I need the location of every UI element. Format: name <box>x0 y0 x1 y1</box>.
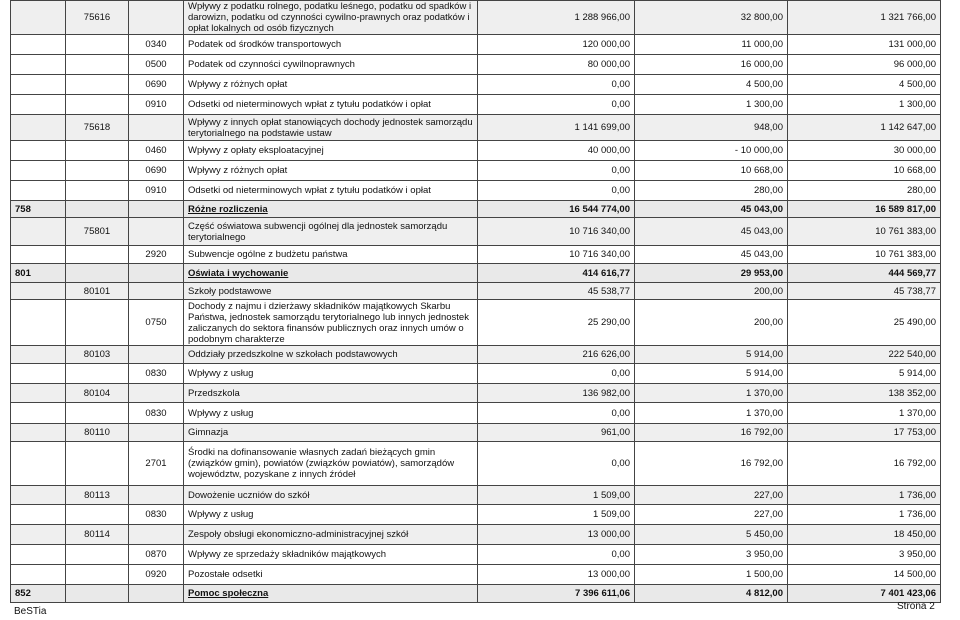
table-row-paragraph <box>11 565 941 585</box>
table-row-chapter <box>11 486 941 505</box>
table-row-section <box>11 585 941 603</box>
after-change-amount-cell: 5 914,00 <box>788 364 941 384</box>
table-row-paragraph <box>11 161 941 181</box>
description-cell: Szkoły podstawowe <box>184 283 478 300</box>
table-row-chapter <box>11 218 941 246</box>
change-amount-cell: 1 300,00 <box>635 95 788 115</box>
after-change-amount-cell: 16 589 817,00 <box>788 201 941 218</box>
description-cell: Wpływy z podatku rolnego, podatku leśnego, podatku od spadków i darowizn, podatku od czynności cywilno-prawnych oraz podatków i opłat lokalnych od osób fizycznych <box>184 1 478 35</box>
change-amount-cell: 200,00 <box>635 283 788 300</box>
plan-amount-cell: 0,00 <box>478 181 635 201</box>
chapter-cell <box>66 545 129 565</box>
change-amount-cell: 1 370,00 <box>635 403 788 424</box>
description-cell: Dochody z najmu i dzierżawy składników majątkowych Skarbu Państwa, jednostek samorządu terytorialnego lub innych jednostek zaliczanych do sektora finansów publicznych oraz innych umów o podobnym charakterze <box>184 300 478 346</box>
chapter-cell <box>66 585 129 603</box>
change-amount-cell: 16 792,00 <box>635 424 788 442</box>
description-cell: Wpływy z opłaty eksploatacyjnej <box>184 141 478 161</box>
chapter-cell <box>66 246 129 264</box>
dzial-cell <box>11 364 66 384</box>
paragraph-cell: 0340 <box>129 35 184 55</box>
after-change-amount-cell: 1 370,00 <box>788 403 941 424</box>
after-change-amount-cell: 25 490,00 <box>788 300 941 346</box>
description-cell: Zespoły obsługi ekonomiczno-administracyjnej szkół <box>184 525 478 545</box>
chapter-cell <box>66 565 129 585</box>
description-cell: Wpływy z różnych opłat <box>184 161 478 181</box>
chapter-cell <box>66 442 129 486</box>
chapter-cell <box>66 55 129 75</box>
table-row-paragraph <box>11 442 941 486</box>
plan-amount-cell: 0,00 <box>478 442 635 486</box>
after-change-amount-cell: 18 450,00 <box>788 525 941 545</box>
plan-amount-cell: 80 000,00 <box>478 55 635 75</box>
plan-amount-cell: 13 000,00 <box>478 565 635 585</box>
change-amount-cell: 948,00 <box>635 115 788 141</box>
description-cell: Odsetki od nieterminowych wpłat z tytułu podatków i opłat <box>184 95 478 115</box>
chapter-cell <box>66 300 129 346</box>
after-change-amount-cell: 10 668,00 <box>788 161 941 181</box>
change-amount-cell: 3 950,00 <box>635 545 788 565</box>
chapter-cell <box>66 141 129 161</box>
plan-amount-cell: 0,00 <box>478 95 635 115</box>
chapter-cell: 80110 <box>66 424 129 442</box>
change-amount-cell: 1 500,00 <box>635 565 788 585</box>
description-cell: Wpływy z innych opłat stanowiących dochody jednostek samorządu terytorialnego na podstawie ustaw <box>184 115 478 141</box>
paragraph-cell <box>129 585 184 603</box>
chapter-cell <box>66 35 129 55</box>
after-change-amount-cell: 17 753,00 <box>788 424 941 442</box>
description-cell: Podatek od środków transportowych <box>184 35 478 55</box>
chapter-cell: 80103 <box>66 346 129 364</box>
plan-amount-cell: 25 290,00 <box>478 300 635 346</box>
paragraph-cell: 0830 <box>129 403 184 424</box>
paragraph-cell: 0830 <box>129 505 184 525</box>
after-change-amount-cell: 3 950,00 <box>788 545 941 565</box>
budget-table-page <box>10 0 940 603</box>
paragraph-cell: 0690 <box>129 161 184 181</box>
change-amount-cell: 5 914,00 <box>635 364 788 384</box>
paragraph-cell: 0750 <box>129 300 184 346</box>
after-change-amount-cell: 222 540,00 <box>788 346 941 364</box>
table-row-chapter <box>11 283 941 300</box>
description-cell: Wpływy z różnych opłat <box>184 75 478 95</box>
description-cell: Pomoc społeczna <box>184 585 478 603</box>
after-change-amount-cell: 16 792,00 <box>788 442 941 486</box>
dzial-cell <box>11 218 66 246</box>
plan-amount-cell: 1 141 699,00 <box>478 115 635 141</box>
paragraph-cell <box>129 384 184 403</box>
change-amount-cell: 4 812,00 <box>635 585 788 603</box>
paragraph-cell <box>129 525 184 545</box>
after-change-amount-cell: 14 500,00 <box>788 565 941 585</box>
paragraph-cell <box>129 283 184 300</box>
paragraph-cell <box>129 115 184 141</box>
after-change-amount-cell: 30 000,00 <box>788 141 941 161</box>
paragraph-cell: 0460 <box>129 141 184 161</box>
table-row-paragraph <box>11 55 941 75</box>
budget-table <box>10 0 941 603</box>
chapter-cell: 80101 <box>66 283 129 300</box>
plan-amount-cell: 45 538,77 <box>478 283 635 300</box>
change-amount-cell: 11 000,00 <box>635 35 788 55</box>
table-row-section <box>11 201 941 218</box>
description-cell: Wpływy ze sprzedaży składników majątkowych <box>184 545 478 565</box>
dzial-cell <box>11 141 66 161</box>
table-row-chapter <box>11 346 941 364</box>
description-cell: Oświata i wychowanie <box>184 264 478 283</box>
plan-amount-cell: 0,00 <box>478 161 635 181</box>
dzial-cell: 852 <box>11 585 66 603</box>
description-cell: Wpływy z usług <box>184 364 478 384</box>
after-change-amount-cell: 10 761 383,00 <box>788 246 941 264</box>
budget-table-body <box>11 1 941 603</box>
plan-amount-cell: 1 509,00 <box>478 505 635 525</box>
description-cell: Przedszkola <box>184 384 478 403</box>
plan-amount-cell: 961,00 <box>478 424 635 442</box>
description-cell: Subwencje ogólne z budżetu państwa <box>184 246 478 264</box>
table-row-chapter <box>11 525 941 545</box>
change-amount-cell: 45 043,00 <box>635 246 788 264</box>
table-row-paragraph <box>11 300 941 346</box>
table-row-paragraph <box>11 181 941 201</box>
dzial-cell <box>11 1 66 35</box>
dzial-cell: 758 <box>11 201 66 218</box>
chapter-cell: 75618 <box>66 115 129 141</box>
dzial-cell <box>11 565 66 585</box>
plan-amount-cell: 0,00 <box>478 545 635 565</box>
plan-amount-cell: 1 288 966,00 <box>478 1 635 35</box>
description-cell: Gimnazja <box>184 424 478 442</box>
dzial-cell <box>11 115 66 141</box>
chapter-cell: 75801 <box>66 218 129 246</box>
table-row-paragraph <box>11 403 941 424</box>
dzial-cell <box>11 403 66 424</box>
chapter-cell <box>66 181 129 201</box>
dzial-cell <box>11 346 66 364</box>
dzial-cell <box>11 283 66 300</box>
after-change-amount-cell: 1 321 766,00 <box>788 1 941 35</box>
change-amount-cell: 5 914,00 <box>635 346 788 364</box>
dzial-cell <box>11 55 66 75</box>
paragraph-cell: 0690 <box>129 75 184 95</box>
footer-software-name: BeSTia <box>14 606 47 617</box>
footer-page-number: Strona 2 <box>897 601 935 612</box>
description-cell: Wpływy z usług <box>184 505 478 525</box>
table-row-paragraph <box>11 505 941 525</box>
plan-amount-cell: 10 716 340,00 <box>478 246 635 264</box>
table-row-paragraph <box>11 35 941 55</box>
plan-amount-cell: 16 544 774,00 <box>478 201 635 218</box>
chapter-cell <box>66 161 129 181</box>
plan-amount-cell: 13 000,00 <box>478 525 635 545</box>
dzial-cell <box>11 161 66 181</box>
dzial-cell: 801 <box>11 264 66 283</box>
description-cell: Środki na dofinansowanie własnych zadań bieżących gmin (związków gmin), powiatów (związków powiatów), samorządów województw, pozyskane z innych źródeł <box>184 442 478 486</box>
after-change-amount-cell: 1 736,00 <box>788 505 941 525</box>
description-cell: Oddziały przedszkolne w szkołach podstawowych <box>184 346 478 364</box>
chapter-cell <box>66 403 129 424</box>
paragraph-cell <box>129 424 184 442</box>
chapter-cell: 80104 <box>66 384 129 403</box>
paragraph-cell: 2920 <box>129 246 184 264</box>
plan-amount-cell: 0,00 <box>478 403 635 424</box>
dzial-cell <box>11 300 66 346</box>
chapter-cell: 75616 <box>66 1 129 35</box>
chapter-cell: 80114 <box>66 525 129 545</box>
table-row-paragraph <box>11 364 941 384</box>
paragraph-cell: 0920 <box>129 565 184 585</box>
change-amount-cell: 1 370,00 <box>635 384 788 403</box>
description-cell: Wpływy z usług <box>184 403 478 424</box>
change-amount-cell: 45 043,00 <box>635 218 788 246</box>
description-cell: Dowożenie uczniów do szkół <box>184 486 478 505</box>
change-amount-cell: 280,00 <box>635 181 788 201</box>
dzial-cell <box>11 246 66 264</box>
paragraph-cell: 0910 <box>129 95 184 115</box>
dzial-cell <box>11 424 66 442</box>
dzial-cell <box>11 384 66 403</box>
paragraph-cell <box>129 264 184 283</box>
dzial-cell <box>11 545 66 565</box>
paragraph-cell <box>129 1 184 35</box>
change-amount-cell: 200,00 <box>635 300 788 346</box>
description-cell: Odsetki od nieterminowych wpłat z tytułu podatków i opłat <box>184 181 478 201</box>
after-change-amount-cell: 444 569,77 <box>788 264 941 283</box>
change-amount-cell: 10 668,00 <box>635 161 788 181</box>
table-row-chapter <box>11 424 941 442</box>
table-row-paragraph <box>11 141 941 161</box>
description-cell: Różne rozliczenia <box>184 201 478 218</box>
chapter-cell <box>66 201 129 218</box>
plan-amount-cell: 216 626,00 <box>478 346 635 364</box>
table-row-section <box>11 264 941 283</box>
change-amount-cell: 227,00 <box>635 505 788 525</box>
change-amount-cell: 5 450,00 <box>635 525 788 545</box>
plan-amount-cell: 40 000,00 <box>478 141 635 161</box>
plan-amount-cell: 136 982,00 <box>478 384 635 403</box>
dzial-cell <box>11 95 66 115</box>
after-change-amount-cell: 1 736,00 <box>788 486 941 505</box>
description-cell: Pozostałe odsetki <box>184 565 478 585</box>
paragraph-cell: 0870 <box>129 545 184 565</box>
paragraph-cell: 0830 <box>129 364 184 384</box>
plan-amount-cell: 7 396 611,06 <box>478 585 635 603</box>
plan-amount-cell: 414 616,77 <box>478 264 635 283</box>
dzial-cell <box>11 75 66 95</box>
dzial-cell <box>11 442 66 486</box>
after-change-amount-cell: 4 500,00 <box>788 75 941 95</box>
change-amount-cell: 45 043,00 <box>635 201 788 218</box>
table-row-chapter <box>11 115 941 141</box>
paragraph-cell <box>129 218 184 246</box>
paragraph-cell <box>129 346 184 364</box>
plan-amount-cell: 1 509,00 <box>478 486 635 505</box>
after-change-amount-cell: 45 738,77 <box>788 283 941 300</box>
plan-amount-cell: 0,00 <box>478 75 635 95</box>
after-change-amount-cell: 280,00 <box>788 181 941 201</box>
dzial-cell <box>11 181 66 201</box>
after-change-amount-cell: 10 761 383,00 <box>788 218 941 246</box>
table-row-chapter <box>11 384 941 403</box>
description-cell: Podatek od czynności cywilnoprawnych <box>184 55 478 75</box>
chapter-cell <box>66 505 129 525</box>
change-amount-cell: 32 800,00 <box>635 1 788 35</box>
change-amount-cell: - 10 000,00 <box>635 141 788 161</box>
chapter-cell <box>66 364 129 384</box>
after-change-amount-cell: 7 401 423,06 <box>788 585 941 603</box>
dzial-cell <box>11 525 66 545</box>
plan-amount-cell: 0,00 <box>478 364 635 384</box>
paragraph-cell: 0500 <box>129 55 184 75</box>
change-amount-cell: 4 500,00 <box>635 75 788 95</box>
plan-amount-cell: 120 000,00 <box>478 35 635 55</box>
plan-amount-cell: 10 716 340,00 <box>478 218 635 246</box>
dzial-cell <box>11 486 66 505</box>
chapter-cell <box>66 75 129 95</box>
after-change-amount-cell: 1 300,00 <box>788 95 941 115</box>
after-change-amount-cell: 138 352,00 <box>788 384 941 403</box>
chapter-cell <box>66 95 129 115</box>
description-cell: Część oświatowa subwencji ogólnej dla jednostek samorządu terytorialnego <box>184 218 478 246</box>
change-amount-cell: 29 953,00 <box>635 264 788 283</box>
table-row-paragraph <box>11 95 941 115</box>
dzial-cell <box>11 35 66 55</box>
table-row-paragraph <box>11 545 941 565</box>
dzial-cell <box>11 505 66 525</box>
table-row-paragraph <box>11 75 941 95</box>
change-amount-cell: 227,00 <box>635 486 788 505</box>
paragraph-cell: 0910 <box>129 181 184 201</box>
after-change-amount-cell: 96 000,00 <box>788 55 941 75</box>
paragraph-cell <box>129 486 184 505</box>
after-change-amount-cell: 1 142 647,00 <box>788 115 941 141</box>
paragraph-cell: 2701 <box>129 442 184 486</box>
after-change-amount-cell: 131 000,00 <box>788 35 941 55</box>
chapter-cell <box>66 264 129 283</box>
table-row-chapter <box>11 1 941 35</box>
change-amount-cell: 16 792,00 <box>635 442 788 486</box>
chapter-cell: 80113 <box>66 486 129 505</box>
table-row-paragraph <box>11 246 941 264</box>
change-amount-cell: 16 000,00 <box>635 55 788 75</box>
paragraph-cell <box>129 201 184 218</box>
